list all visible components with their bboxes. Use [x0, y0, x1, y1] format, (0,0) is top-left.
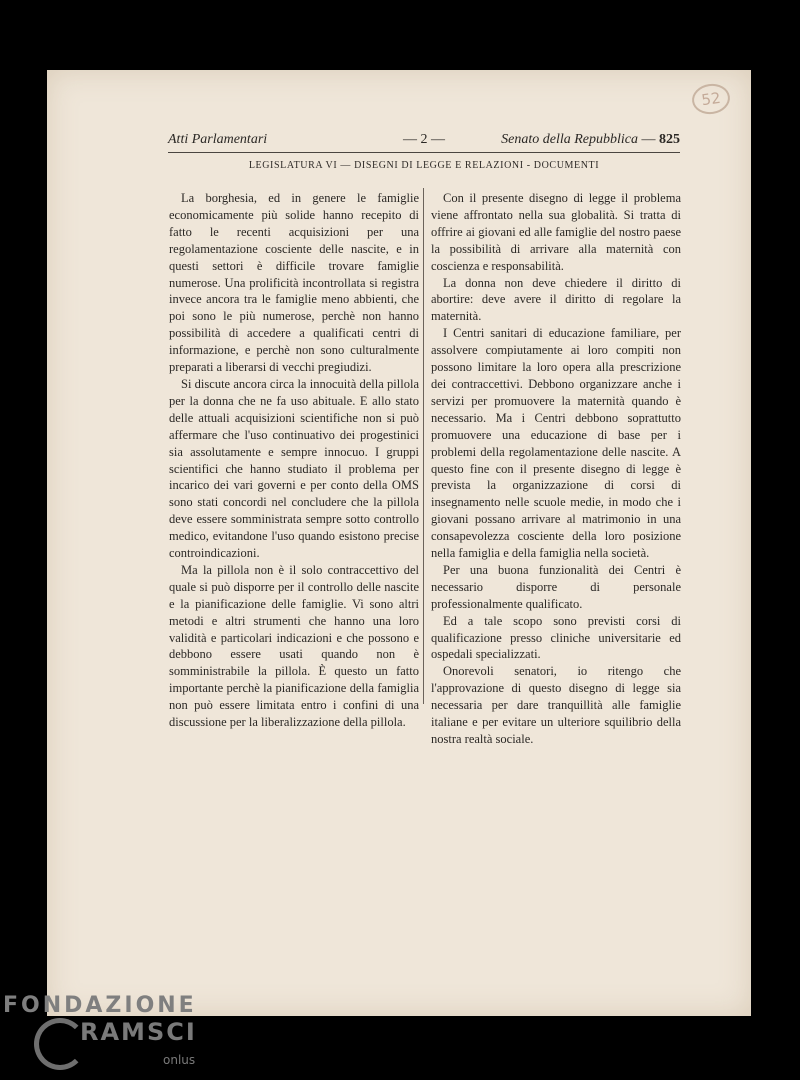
header-right [501, 132, 680, 148]
watermark-line3: onlus [163, 1053, 196, 1067]
paragraph: Con il presente disegno di legge il problema viene affrontato nella sua globalità. Si tratta di offrire ai giovani ed alle famiglie del nostro paese la possibilità di arrivare alla maternità con coscienza e responsabilità. [431, 191, 681, 273]
paragraph: Ma la pillola non è il solo contraccettivo del quale si può disporre per il controllo delle nascite e la pianificazione delle famiglie. Vi sono altri metodi e altri strumenti che hanno una loro validità e particolari indicazioni e che possono e debbono essere usati quando non è somministrabile la pillola. È questo un fatto importante perchè la pianificazione della famiglia non può essere limitata entro i confini di una discussione per la liberalizzazione della pillola. [169, 562, 419, 730]
header-rule [168, 152, 680, 153]
paragraph: Si discute ancora circa la innocuità della pillola per la donna che ne fa uso abituale. E allo stato delle attuali acquisizioni scientifiche non si può affermare che l'uso continuativo dei progestinici sia assolutamente e sempre innocuo. I gruppi scientifici che hanno studiato il problema per incarico dei vari governi e per conto della OMS sono stati concordi nel concludere che la pillola deve essere somministrata sempre sotto controllo medico, evitandone l'uso quando esistono precise controindicazioni. [169, 376, 419, 561]
column-divider [423, 188, 424, 704]
paragraph: Onorevoli senatori, io ritengo che l'approvazione di questo disegno di legge sia necessaria per dare tranquillità alle famiglie italiane e per evitare un ulteriore squilibrio della nostra realtà sociale. [431, 664, 681, 746]
header-page-number: 825 [659, 132, 680, 147]
running-header [168, 132, 680, 150]
header-senato: Senato della Repubblica [501, 132, 638, 147]
header-page-marker: — 2 — [403, 132, 445, 147]
legislature-subtitle: LEGISLATURA VI — DISEGNI DI LEGGE E RELAZIONI - DOCUMENTI [248, 160, 600, 171]
paragraph: La borghesia, ed in genere le famiglie economicamente più solide hanno recepito di fatto le recenti acquisizioni per una regolamentazione cosciente delle nascite, e in questi settori è difficile trovare famiglie numerose. Una prolificità incontrollata si registra invece ancora tra le famiglie meno abbienti, che poi sono le più numerose, perchè non hanno possibilità di accedere a qualificati centri di informazione, e perchè non sono culturalmente preparati a liberarsi di vecchi pregiudizi. [169, 191, 419, 375]
left-column [169, 190, 419, 731]
right-column [431, 190, 681, 748]
header-dash: — [638, 132, 659, 147]
foundation-watermark [0, 988, 220, 1080]
watermark-line2: RAMSCI [80, 1018, 197, 1046]
paragraph: Ed a tale scopo sono previsti corsi di qualificazione presso cliniche universitarie ed ospedali specializzati. [431, 613, 681, 662]
paragraph: Per una buona funzionalità dei Centri è necessario disporre di personale professionalmente qualificato. [431, 562, 681, 611]
watermark-line1: FONDAZIONE [3, 993, 197, 1018]
archive-stamp: 52 [690, 82, 732, 117]
header-left: Atti Parlamentari [168, 132, 268, 147]
watermark-g-logo-icon [34, 1018, 86, 1070]
paragraph: I Centri sanitari di educazione familiare, per assolvere compiutamente ai loro compiti non possono limitare la loro opera alla prescrizione dei contraccettivi. Debbono organizzare anche i servizi per promuovere la maternità quando è necessario. Ma i Centri debbono soprattutto promuovere una educazione di base per i problemi della regolamentazione delle nascite. A questo fine con il presente disegno di legge è prevista la organizzazione di corsi di insegnamento nelle scuole medie, in modo che i giovani possano arrivare al matrimonio in una consapevolezza cosciente della loro posizione nella famiglia e della famiglia nella società. [431, 326, 681, 561]
paragraph: La donna non deve chiedere il diritto di abortire: deve avere il diritto di regolare la maternità. [431, 275, 681, 324]
